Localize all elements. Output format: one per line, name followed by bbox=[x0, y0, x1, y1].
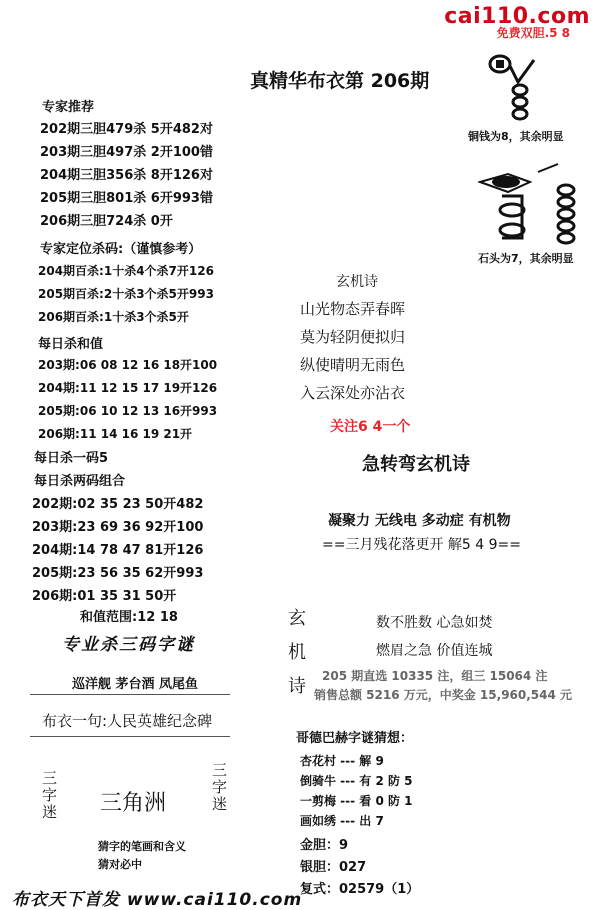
draw-info: 205 期直选 10335 注，组三 15064 注 bbox=[322, 669, 548, 683]
godel-title: 哥德巴赫字谜猜想： bbox=[296, 731, 414, 746]
two-code-row: 206期:01 35 31 50开 bbox=[32, 589, 177, 604]
coin-picture bbox=[488, 52, 548, 122]
silver-bile: 银胆：027 bbox=[300, 860, 367, 875]
divider bbox=[30, 694, 230, 695]
focus-text: 关注6 4一个 bbox=[330, 419, 411, 435]
sum-kill-row: 206期:11 14 16 19 21开 bbox=[38, 427, 193, 441]
expert-title: 专家推荐 bbox=[42, 100, 95, 115]
multi-combo: 复式：02579（1） bbox=[300, 882, 420, 897]
godel-row: 一剪梅 --- 看 0 防 1 bbox=[300, 794, 413, 808]
word-riddle-left: 三字迷 bbox=[42, 769, 58, 821]
site-logo: cai110.com bbox=[444, 4, 590, 29]
draw-info: 销售总额 5216 万元，中奖金 15,960,544 元 bbox=[314, 688, 573, 702]
two-code-row: 202期:02 35 23 50开482 bbox=[32, 497, 204, 512]
two-code-title: 每日杀两码组合 bbox=[34, 474, 126, 489]
keywords: 凝聚力 无线电 多动症 有机物 bbox=[328, 513, 511, 529]
word-riddle-hint2: 猜对必中 bbox=[98, 858, 142, 871]
xuanji-line: 燃眉之急 价值连城 bbox=[376, 643, 493, 659]
expert-row: 206期三胆724杀 0开 bbox=[40, 214, 173, 229]
solution: ==三月残花落更开 解5 4 9== bbox=[322, 537, 521, 553]
xuanji-char: 玄 bbox=[288, 608, 306, 629]
two-code-row: 204期:14 78 47 81开126 bbox=[32, 543, 204, 558]
position-row: 204期百杀:1十杀4个杀7开126 bbox=[38, 264, 214, 278]
picture-caption-1: 铜钱为8，其余明显 bbox=[468, 130, 564, 143]
godel-row: 倒骑牛 --- 有 2 防 5 bbox=[300, 774, 413, 788]
picture-caption-2: 石头为7，其余明显 bbox=[478, 252, 574, 265]
position-row: 206期百杀:1十杀3个杀5开 bbox=[38, 310, 189, 324]
xuanji-line: 数不胜数 心急如焚 bbox=[376, 615, 493, 631]
position-row: 205期百杀:2十杀3个杀5开993 bbox=[38, 287, 214, 301]
sum-kill-title: 每日杀和值 bbox=[38, 337, 104, 352]
buyi-sentence: 布衣一句:人民英雄纪念碑 bbox=[42, 712, 213, 730]
poem-line: 莫为轻阴便拟归 bbox=[300, 328, 406, 346]
sum-range: 和值范围:12 18 bbox=[80, 610, 178, 625]
poem-line: 入云深处亦沾衣 bbox=[300, 384, 406, 402]
sharp-turn-title: 急转弯玄机诗 bbox=[362, 454, 470, 475]
expert-row: 204期三胆356杀 8开126对 bbox=[40, 168, 213, 183]
divider bbox=[30, 736, 230, 737]
godel-row: 画如绣 --- 出 7 bbox=[300, 814, 384, 828]
xuanji-char: 诗 bbox=[288, 676, 306, 697]
page-title: 真精华布衣第 206期 bbox=[250, 70, 430, 92]
word-riddle-hint1: 猜字的笔画和含义 bbox=[98, 840, 186, 853]
gold-bile: 金胆：9 bbox=[300, 838, 349, 853]
free-double-tip: 免费双胆.5 8 bbox=[496, 26, 570, 40]
two-code-row: 205期:23 56 35 62开993 bbox=[32, 566, 204, 581]
expert-row: 202期三胆479杀 5开482对 bbox=[40, 122, 213, 137]
expert-row: 203期三胆497杀 2开100错 bbox=[40, 145, 213, 160]
poem-line: 纵使晴明无雨色 bbox=[300, 356, 406, 374]
riddle-title: 专业杀三码字谜 bbox=[62, 635, 195, 655]
xuanji-char: 机 bbox=[288, 642, 306, 663]
sum-kill-row: 203期:06 08 12 16 18开100 bbox=[38, 358, 218, 372]
godel-row: 杏花村 --- 解 9 bbox=[300, 754, 384, 768]
position-title: 专家定位杀码:（谨慎参考） bbox=[40, 242, 202, 257]
poem-line: 山光物态弄春晖 bbox=[300, 300, 406, 318]
word-riddle-right: 三字迷 bbox=[212, 761, 228, 813]
stone-picture bbox=[478, 160, 588, 245]
sum-kill-row: 205期:06 10 12 13 16开993 bbox=[38, 404, 218, 418]
word-riddle-center: 三角洲 bbox=[100, 791, 167, 816]
poem-title: 玄机诗 bbox=[336, 274, 378, 290]
two-code-row: 203期:23 69 36 92开100 bbox=[32, 520, 204, 535]
riddle-line: 巡洋舰 茅台酒 凤尾鱼 bbox=[72, 677, 199, 692]
footer-text: 布衣天下首发 www.cai110.com bbox=[12, 890, 303, 910]
expert-row: 205期三胆801杀 6开993错 bbox=[40, 191, 213, 206]
kill-one-code: 每日杀一码5 bbox=[34, 451, 109, 466]
sum-kill-row: 204期:11 12 15 17 19开126 bbox=[38, 381, 218, 395]
